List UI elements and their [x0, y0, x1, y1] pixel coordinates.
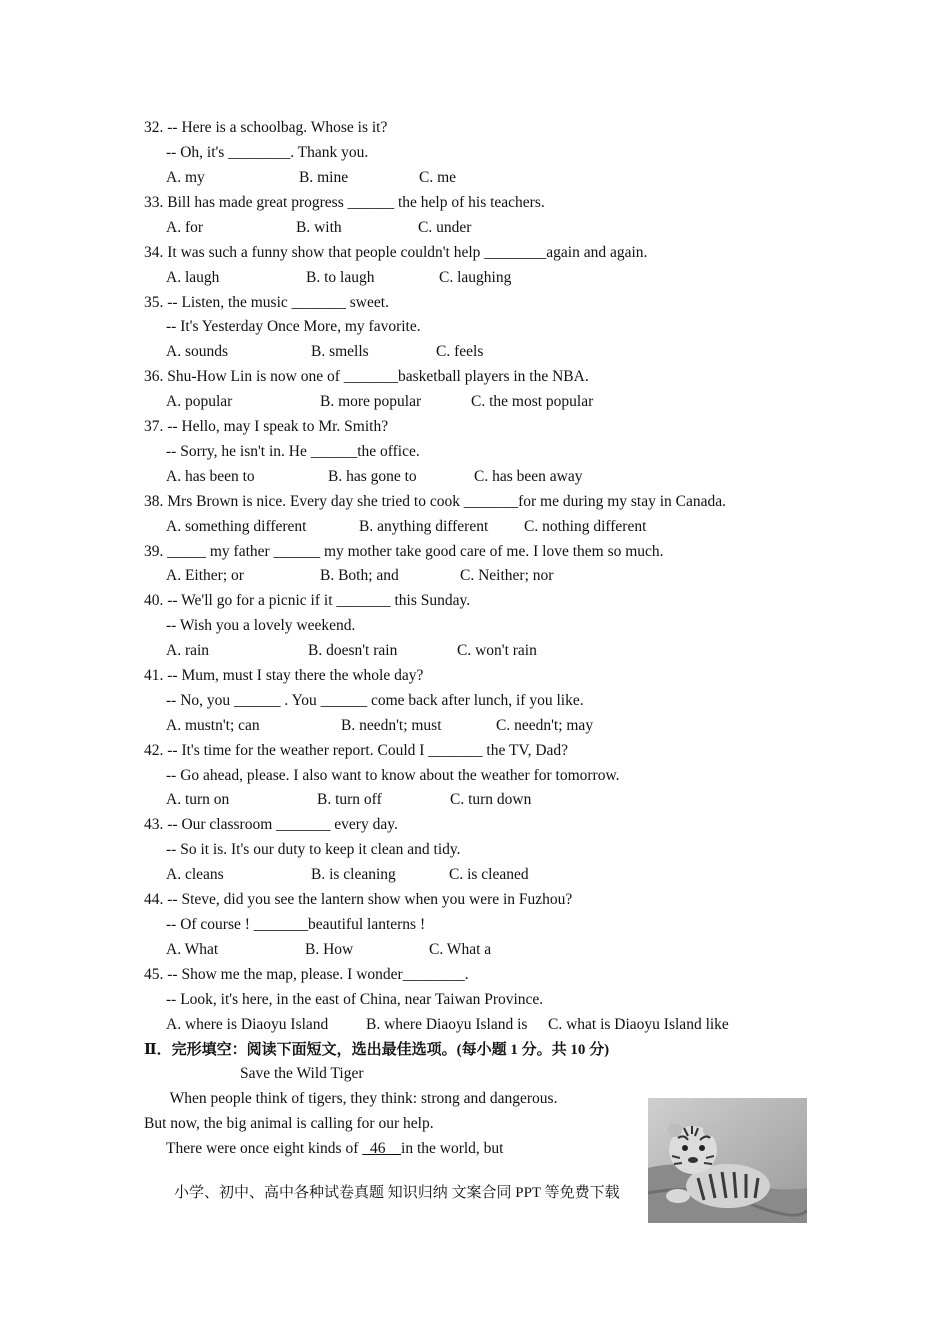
q43-option-a: A. cleans	[166, 866, 224, 883]
q36-option-b: B. more popular	[320, 393, 422, 410]
question-35: 35. -- Listen, the music _______ sweet.	[144, 294, 389, 311]
q37-option-b: B. has gone to	[328, 468, 417, 485]
question-40-reply: -- Wish you a lovely weekend.	[166, 617, 356, 634]
q44-option-b: B. How	[305, 941, 354, 958]
q36-option-a: A. popular	[166, 393, 233, 410]
question-33: 33. Bill has made great progress ______ the help of his teachers.	[144, 194, 545, 211]
q33-option-c: C. under	[418, 219, 472, 236]
q32-option-b: B. mine	[299, 169, 349, 186]
q39-option-a: A. Either; or	[166, 567, 244, 584]
question-34: 34. It was such a funny show that people couldn't help ________again and again.	[144, 244, 648, 261]
question-43: 43. -- Our classroom _______ every day.	[144, 816, 398, 833]
q37-option-c: C. has been away	[474, 468, 583, 485]
q45-option-a: A. where is Diaoyu Island	[166, 1016, 329, 1033]
question-36: 36. Shu-How Lin is now one of _______basketball players in the NBA.	[144, 368, 589, 385]
question-41-reply: -- No, you ______ . You ______ come back after lunch, if you like.	[166, 692, 584, 709]
question-45-reply: -- Look, it's here, in the east of China, near Taiwan Province.	[166, 991, 544, 1008]
q35-option-c: C. feels	[436, 343, 484, 360]
q34-option-a: A. laugh	[166, 269, 220, 286]
q41-option-c: C. needn't; may	[496, 717, 594, 734]
q35-option-b: B. smells	[311, 343, 369, 360]
question-44: 44. -- Steve, did you see the lantern show when you were in Fuzhou?	[144, 891, 573, 908]
section-heading: Ⅱ．完形填空：阅读下面短文，选出最佳选项。(每小题 1 分。共 10 分)	[144, 1042, 610, 1058]
question-37: 37. -- Hello, may I speak to Mr. Smith?	[144, 418, 389, 435]
question-38: 38. Mrs Brown is nice. Every day she tried to cook _______for me during my stay in Canada.	[144, 493, 726, 510]
q32-option-c: C. me	[419, 169, 457, 186]
question-41: 41. -- Mum, must I stay there the whole day?	[144, 667, 424, 684]
q33-option-a: A. for	[166, 219, 204, 236]
passage-line-3-start: There were once eight kinds of	[166, 1140, 363, 1157]
q34-option-c: C. laughing	[439, 269, 512, 286]
q37-option-a: A. has been to	[166, 468, 255, 485]
q33-option-b: B. with	[296, 219, 342, 236]
question-40: 40. -- We'll go for a picnic if it _______ this Sunday.	[144, 592, 471, 609]
question-42-reply: -- Go ahead, please. I also want to know about the weather for tomorrow.	[166, 767, 620, 784]
question-35-reply: -- It's Yesterday Once More, my favorite.	[166, 318, 421, 335]
question-32: 32. -- Here is a schoolbag. Whose is it?	[144, 119, 388, 136]
q42-option-c: C. turn down	[450, 791, 532, 808]
q34-option-b: B. to laugh	[306, 269, 375, 286]
passage-line-3-end: in the world, but	[401, 1140, 504, 1157]
passage-title: Save the Wild Tiger	[240, 1065, 364, 1082]
q41-option-a: A. mustn't; can	[166, 717, 260, 734]
q41-option-b: B. needn't; must	[341, 717, 442, 734]
q38-option-a: A. something different	[166, 518, 307, 535]
q39-option-c: C. Neither; nor	[460, 567, 554, 584]
question-37-reply: -- Sorry, he isn't in. He ______the office.	[166, 443, 420, 460]
q40-option-c: C. won't rain	[457, 642, 537, 659]
footer-text: 小学、初中、高中各种试卷真题 知识归纳 文案合同 PPT 等免费下载	[174, 1185, 620, 1201]
question-42: 42. -- It's time for the weather report. Could I _______ the TV, Dad?	[144, 742, 569, 759]
q39-option-b: B. Both; and	[320, 567, 399, 584]
q43-option-b: B. is cleaning	[311, 866, 396, 883]
question-45: 45. -- Show me the map, please. I wonder________.	[144, 966, 469, 983]
blank-46: 46	[362, 1140, 402, 1157]
q45-option-c: C. what is Diaoyu Island like	[548, 1016, 729, 1033]
question-43-reply: -- So it is. It's our duty to keep it clean and tidy.	[166, 841, 461, 858]
q36-option-c: C. the most popular	[471, 393, 594, 410]
q44-option-a: A. What	[166, 941, 219, 958]
tiger-cub-photo	[648, 1098, 807, 1223]
passage-line-3	[166, 1139, 503, 1159]
question-39: 39. _____ my father ______ my mother take good care of me. I love them so much.	[144, 543, 664, 560]
q32-option-a: A. my	[166, 169, 205, 186]
q45-option-b: B. where Diaoyu Island is	[366, 1016, 528, 1033]
question-32-reply: -- Oh, it's ________. Thank you.	[166, 144, 369, 161]
passage-line-1: When people think of tigers, they think: strong and dangerous.	[166, 1090, 558, 1107]
q40-option-a: A. rain	[166, 642, 210, 659]
q43-option-c: C. is cleaned	[449, 866, 529, 883]
q38-option-b: B. anything different	[359, 518, 489, 535]
q35-option-a: A. sounds	[166, 343, 229, 360]
q44-option-c: C. What a	[429, 941, 492, 958]
passage-line-2: But now, the big animal is calling for our help.	[144, 1115, 434, 1132]
q38-option-c: C. nothing different	[524, 518, 647, 535]
q42-option-b: B. turn off	[317, 791, 382, 808]
question-44-reply: -- Of course ! _______beautiful lanterns !	[166, 916, 426, 933]
q40-option-b: B. doesn't rain	[308, 642, 398, 659]
q42-option-a: A. turn on	[166, 791, 230, 808]
